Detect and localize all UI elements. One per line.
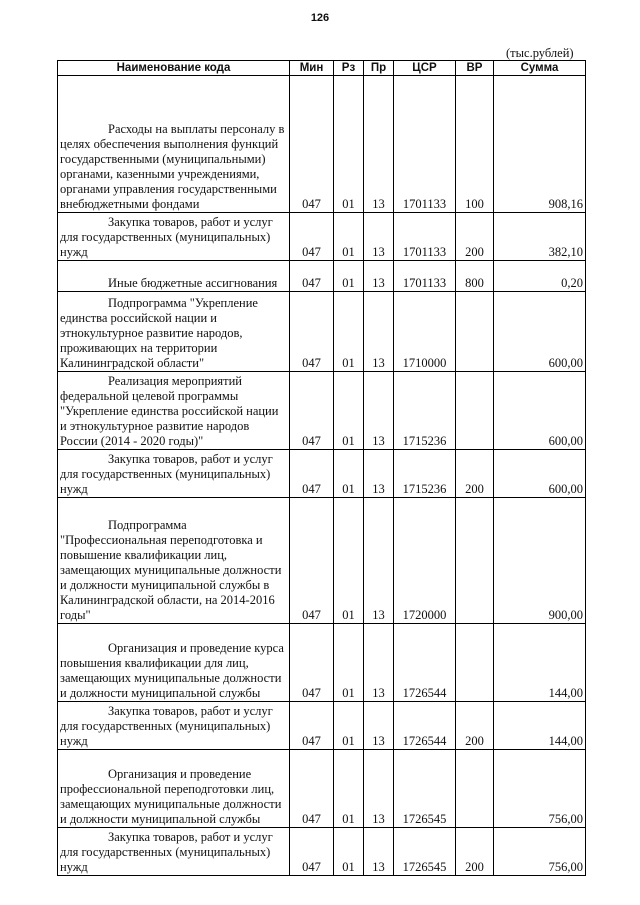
row-rz: 01 (334, 828, 364, 876)
row-name: Иные бюджетные ассигнования (58, 261, 290, 292)
row-vr (456, 750, 494, 828)
row-sum: 900,00 (494, 498, 586, 624)
row-csr: 1720000 (394, 498, 456, 624)
row-vr (456, 372, 494, 450)
row-pr: 13 (364, 213, 394, 261)
row-name: Расходы на выплаты персоналу в целях обеспечения выполнения функций государственными (муниципальными) органами, казенными учреждениями, органами управления государственными внебюджетными фондами (58, 76, 290, 213)
row-rz: 01 (334, 292, 364, 372)
header-rz: Рз (334, 61, 364, 76)
header-csr: ЦСР (394, 61, 456, 76)
row-name: Закупка товаров, работ и услуг для государственных (муниципальных) нужд (58, 828, 290, 876)
table-row (58, 450, 586, 498)
row-rz: 01 (334, 213, 364, 261)
table-row (58, 213, 586, 261)
row-name: Закупка товаров, работ и услуг для государственных (муниципальных) нужд (58, 450, 290, 498)
budget-table (57, 60, 586, 876)
row-min: 047 (290, 498, 334, 624)
page-number: 126 (310, 12, 330, 24)
row-csr: 1726545 (394, 750, 456, 828)
row-rz: 01 (334, 750, 364, 828)
row-csr: 1726544 (394, 702, 456, 750)
header-name: Наименование кода (58, 61, 290, 76)
row-vr: 200 (456, 828, 494, 876)
row-name: Закупка товаров, работ и услуг для государственных (муниципальных) нужд (58, 213, 290, 261)
row-rz: 01 (334, 702, 364, 750)
table-row (58, 498, 586, 624)
row-rz: 01 (334, 498, 364, 624)
row-pr: 13 (364, 750, 394, 828)
row-vr: 200 (456, 450, 494, 498)
header-pr: Пр (364, 61, 394, 76)
row-name: Закупка товаров, работ и услуг для государственных (муниципальных) нужд (58, 702, 290, 750)
row-vr: 200 (456, 213, 494, 261)
row-rz: 01 (334, 450, 364, 498)
row-vr: 800 (456, 261, 494, 292)
row-name: Организация и проведение курса повышения квалификации для лиц, замещающих муниципальные должности и должности муниципальной службы (58, 624, 290, 702)
table-row (58, 702, 586, 750)
row-rz: 01 (334, 76, 364, 213)
row-csr: 1710000 (394, 292, 456, 372)
row-rz: 01 (334, 624, 364, 702)
row-sum: 0,20 (494, 261, 586, 292)
row-name: Организация и проведение профессиональной переподготовки лиц, замещающих муниципальные должности и должности муниципальной службы (58, 750, 290, 828)
row-vr (456, 498, 494, 624)
row-name: Подпрограмма "Укрепление единства российской нации и этнокультурное развитие народов, проживающих на территории Калининградской области" (58, 292, 290, 372)
row-rz: 01 (334, 372, 364, 450)
row-pr: 13 (364, 702, 394, 750)
row-min: 047 (290, 76, 334, 213)
row-csr: 1726544 (394, 624, 456, 702)
row-min: 047 (290, 292, 334, 372)
row-vr (456, 624, 494, 702)
table-row (58, 372, 586, 450)
table-row (58, 624, 586, 702)
row-csr: 1701133 (394, 76, 456, 213)
row-sum: 600,00 (494, 292, 586, 372)
row-name: Реализация мероприятий федеральной целевой программы "Укрепление единства российской нации и этнокультурное развитие народов России (2014 - 2020 годы)" (58, 372, 290, 450)
table-row (58, 261, 586, 292)
row-csr: 1715236 (394, 450, 456, 498)
row-pr: 13 (364, 76, 394, 213)
row-csr: 1726545 (394, 828, 456, 876)
row-pr: 13 (364, 292, 394, 372)
row-sum: 144,00 (494, 624, 586, 702)
row-csr: 1715236 (394, 372, 456, 450)
row-min: 047 (290, 828, 334, 876)
table-row (58, 292, 586, 372)
row-min: 047 (290, 372, 334, 450)
header-sum: Сумма (494, 61, 586, 76)
row-sum: 908,16 (494, 76, 586, 213)
row-vr: 100 (456, 76, 494, 213)
row-pr: 13 (364, 624, 394, 702)
row-rz: 01 (334, 261, 364, 292)
row-sum: 756,00 (494, 750, 586, 828)
row-pr: 13 (364, 828, 394, 876)
row-vr: 200 (456, 702, 494, 750)
units-label: (тыс.рублей) (506, 46, 574, 60)
row-csr: 1701133 (394, 213, 456, 261)
row-sum: 600,00 (494, 372, 586, 450)
row-sum: 382,10 (494, 213, 586, 261)
header-min: Мин (290, 61, 334, 76)
row-sum: 756,00 (494, 828, 586, 876)
table-row (58, 750, 586, 828)
header-vr: ВР (456, 61, 494, 76)
row-min: 047 (290, 702, 334, 750)
table-row (58, 76, 586, 213)
row-min: 047 (290, 261, 334, 292)
row-csr: 1701133 (394, 261, 456, 292)
table-header-row (58, 61, 586, 76)
row-vr (456, 292, 494, 372)
row-min: 047 (290, 450, 334, 498)
row-min: 047 (290, 750, 334, 828)
row-sum: 144,00 (494, 702, 586, 750)
table-row (58, 828, 586, 876)
row-name: Подпрограмма "Профессиональная переподготовка и повышение квалификации лиц, замещающих муниципальные должности и должности муниципальной службы в Калининградской области, на 2014-2016 годы" (58, 498, 290, 624)
row-pr: 13 (364, 261, 394, 292)
row-pr: 13 (364, 372, 394, 450)
row-min: 047 (290, 624, 334, 702)
row-sum: 600,00 (494, 450, 586, 498)
row-pr: 13 (364, 450, 394, 498)
row-min: 047 (290, 213, 334, 261)
row-pr: 13 (364, 498, 394, 624)
